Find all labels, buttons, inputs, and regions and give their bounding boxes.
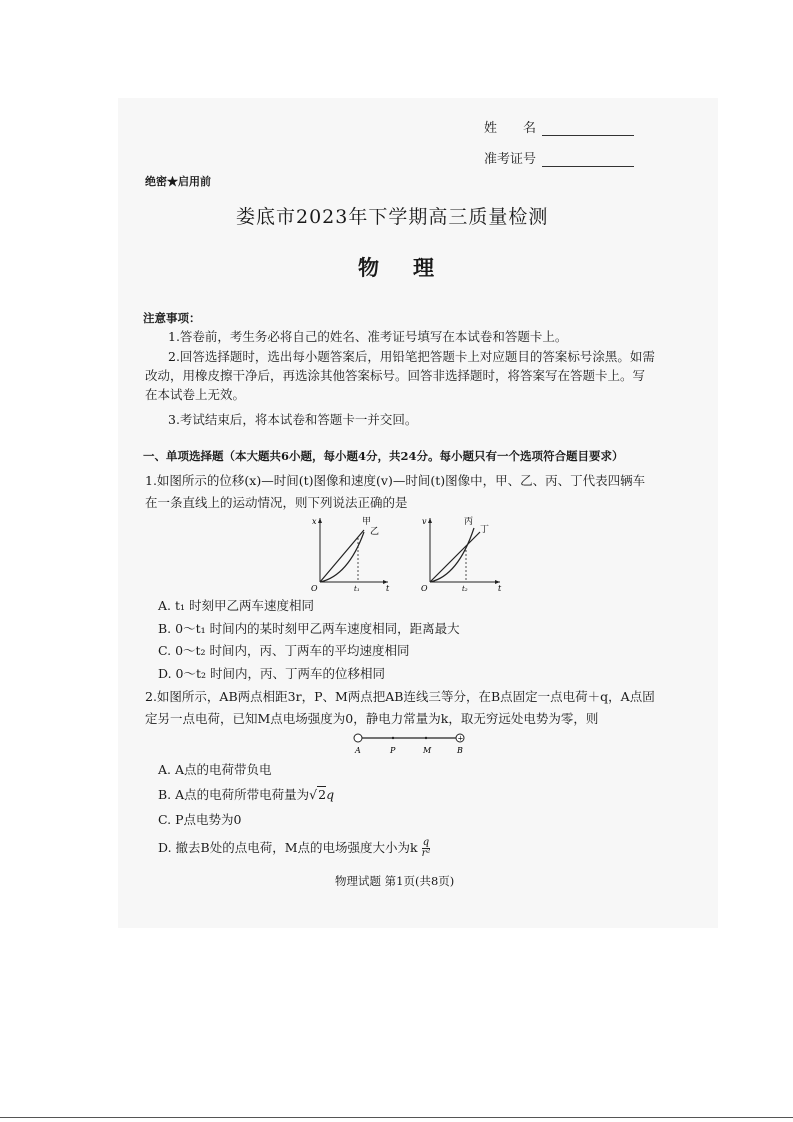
secret-label: 绝密★启用前	[145, 175, 211, 188]
notice-item-3: 3.考试结束后，将本试卷和答题卡一并交回。	[168, 412, 418, 427]
subject-title: 物理	[358, 255, 468, 280]
section1-heading: 一、单项选择题（本大题共6小题，每小题4分，共24分。每小题只有一个选项符合题目要求）	[143, 449, 624, 463]
xt-ylabel: x	[312, 517, 317, 526]
q1-option-a: A. t₁ 时刻甲乙两车速度相同	[158, 598, 314, 613]
notice-item-2: 2.回答选择题时，选出每小题答案后，用铅笔把答题卡上对应题目的答案标号涂黑。如需改动，用橡皮擦干净后，再选涂其他答案标号。回答非选择题时，将答案写在答题卡上。写在本试卷上无效。	[145, 349, 655, 402]
charge-a	[354, 734, 362, 742]
name-underline	[542, 121, 634, 136]
q1-option-b: B. 0～t₁ 时间内的某时刻甲乙两车速度相同，距离最大	[158, 621, 460, 636]
label-m: M	[423, 746, 432, 755]
xt-y-arrow	[318, 518, 322, 523]
q2-stem: 2.如图所示，AB两点相距3r，P、M两点把AB连线三等分，在B点固定一点电荷＋q，A点固定另一点电荷，已知M点电场强度为0，静电力常量为k，取无穷远处电势为零，则	[145, 689, 655, 726]
q2-option-b: B. A点的电荷所带电荷量为√2q	[158, 787, 335, 802]
vt-graph	[421, 516, 502, 592]
q1-figure	[308, 512, 528, 592]
q1-option-d: D. 0～t₂ 时间内，丙、丁两车的位移相同	[158, 666, 385, 681]
q2-option-d: D. 撤去B处的点电荷，M点的电场强度大小为k $\frac{q}{\text{r²}}$	[158, 837, 431, 859]
exam-title: 娄底市2023年下学期高三质量检测	[236, 206, 549, 228]
vt-y-arrow	[428, 518, 432, 523]
xt-graph	[311, 516, 390, 592]
xt-xlabel: t	[386, 584, 390, 592]
q2-option-c: C. P点电势为0	[158, 812, 242, 827]
point-p	[392, 737, 394, 739]
sqrt-symbol: √	[309, 787, 318, 802]
charge-b-sign: +	[457, 734, 464, 743]
line-jia	[320, 530, 364, 582]
id-underline	[542, 152, 634, 167]
xt-tick-t1: t₁	[354, 585, 360, 592]
vt-ylabel: v	[422, 517, 427, 526]
field-fraction: $\frac{q}{\text{r²}}$	[421, 837, 431, 859]
point-m	[425, 737, 427, 739]
vt-xlabel: t	[498, 584, 502, 592]
xt-label-yi: 乙	[370, 527, 380, 537]
page-footer: 物理试题 第1页(共8页)	[335, 874, 455, 888]
name-label: 姓 名	[484, 121, 537, 136]
vt-tick-t2: t₂	[462, 585, 468, 592]
xt-origin: O	[311, 584, 318, 592]
q1-option-c: C. 0～t₂ 时间内，丙、丁两车的平均速度相同	[158, 643, 410, 658]
notice-heading: 注意事项：	[143, 311, 201, 325]
curve-bing	[430, 528, 474, 582]
q2-option-a: A. A点的电荷带负电	[158, 762, 272, 777]
q2-figure	[350, 732, 470, 756]
vt-label-ding: 丁	[480, 525, 490, 535]
label-p: P	[390, 746, 396, 755]
bottom-border	[0, 1117, 793, 1118]
label-a: A	[355, 746, 361, 755]
sqrt-arg: 2	[318, 787, 327, 802]
xt-label-jia: 甲	[362, 517, 372, 527]
id-field	[484, 148, 634, 167]
label-b: B	[457, 746, 463, 755]
notice-item-1: 1.答卷前，考生务必将自己的姓名、准考证号填写在本试卷和答题卡上。	[168, 329, 568, 344]
line-ding	[430, 532, 480, 582]
vt-label-bing: 丙	[464, 517, 474, 527]
id-label: 准考证号	[484, 152, 537, 167]
q1-stem: 1.如图所示的位移(x)—时间(t)图像和速度(v)—时间(t)图像中，甲、乙、丙、丁代表四辆车在一条直线上的运动情况，则下列说法正确的是	[145, 473, 646, 510]
name-field	[484, 117, 634, 136]
vt-origin: O	[421, 584, 428, 592]
